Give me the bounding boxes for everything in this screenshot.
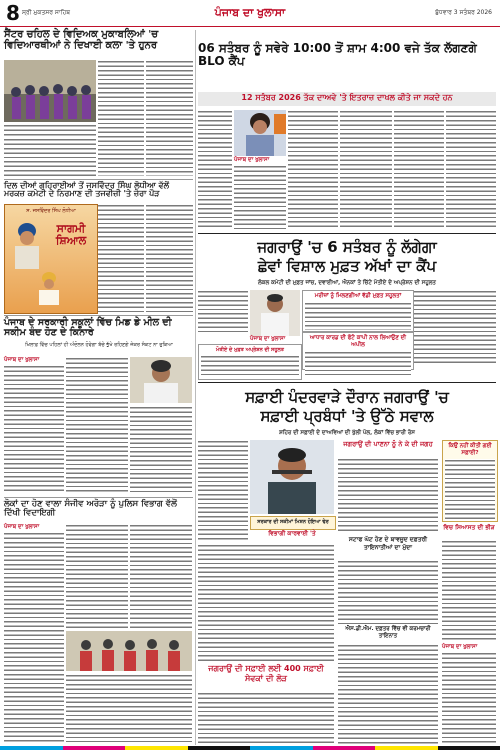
eye-box-1-title: ਮਰੀਜ਼ਾਂ ਨੂੰ ਮਿਲਣਗੀਆਂ ਵੱਡੀ ਮੁਫ਼ਤ ਸਹੂਲਤਾਂ — [314, 293, 402, 299]
article-body — [338, 458, 438, 534]
article-body — [98, 204, 144, 312]
article-body — [198, 110, 232, 230]
clean-box-1 — [250, 516, 336, 530]
teacher-photo — [130, 357, 192, 403]
eye-box-2 — [302, 332, 414, 370]
article-body — [4, 138, 96, 176]
sidebar-question-1 — [442, 440, 498, 522]
clean-box-4-title: ਜਗਰਾਉਂ ਦੀ ਪਾਣਨਾ ਨੂੰ ਨੇ ਕੇ ਦੀ ਜਗਹ — [343, 440, 433, 448]
ad-portrait-small — [35, 269, 63, 305]
byline: ਪੰਜਾਬ ਦਾ ਖੁਲਾਸਾ — [442, 644, 478, 650]
box-body — [305, 351, 411, 375]
sidebar-question-2-title: ਵਿਚ ਸਿਆਸਤ ਦੀ ਭੀੜ — [443, 524, 495, 531]
article-body — [198, 692, 334, 744]
caption-text — [4, 124, 96, 136]
article-body — [446, 110, 496, 230]
ad-title: ਸਾਗਮੀ ਸ਼ਿਆਲ — [55, 222, 87, 247]
clean-box-1-title: ਸਰਕਾਰ ਦੀ ਸਕੀਮਾਂ ਮਿਸ਼ਨ ਹੋਇਆ ਢੇਰ — [257, 519, 329, 525]
article-body — [338, 560, 438, 624]
article-body — [234, 165, 286, 230]
clean-box-4 — [338, 440, 438, 456]
article-body — [288, 110, 338, 230]
clean-box-6-title: ਐਸ.ਡੀ.ਐਮ. ਦਫ਼ਤਰ ਵਿੱਚ ਵੀ ਕਰਮਚਾਰੀ ਤਾਇਨਾਤ — [345, 626, 431, 639]
headline-lodhiya: ਦਿਲ ਦੀਆਂ ਗਹਿਰਾਈਆਂ ਤੋਂ ਜਸਵਿੰਦਰ ਸਿੰਘ ਲੋਧੀਆ ਵੱਲੋਂ ਮਰਕਜ਼ ਕਮੇਟੀ ਦੇ ਨਿਰਮਾਣ ਦੀ ਤਜਵੀਜ਼ੀ 'ਤੇ ਜ਼ੋਰਾ ਪੌੜ — [4, 181, 170, 199]
box-body — [201, 355, 299, 377]
article-body — [146, 60, 193, 176]
issue-date: ਬੁੱਧਵਾਰ 3 ਸਤੰਬਰ 2026 — [435, 9, 492, 16]
eye-box-1 — [302, 290, 414, 332]
ad-portrait — [9, 219, 45, 269]
section-rule — [4, 179, 193, 180]
intro-cleanliness: ਸ਼ਹਿਰ ਦੀ ਸਫ਼ਾਈ ਦੇ ਦਾਅਵਿਆਂ ਦੀ ਖੁੱਲੀ ਪੋਲ, ਲੋਕਾਂ ਵਿੱਚ ਭਾਰੀ ਰੋਸ — [279, 430, 415, 436]
byline: ਪੰਜਾਬ ਦਾ ਖੁਲਾਸਾ — [250, 336, 286, 342]
officer-photo — [234, 110, 286, 156]
headline-eye-camp-1: ਜਗਰਾਉਂ 'ਚ 6 ਸਤੰਬਰ ਨੂੰ ਲੱਗੇਗਾ — [257, 238, 437, 256]
article-body — [66, 524, 128, 628]
headline-eye-camp-2: ਛੇਵਾਂ ਵਿਸ਼ਾਲ ਮੁਫ਼ਤ ਅੱਖਾਂ ਦਾ ਕੈਂਪ — [257, 257, 437, 275]
color-registration-strip — [0, 746, 500, 750]
eye-box-2-title: ਆਧਾਰ ਕਾਰਡ ਦੀ ਫੋਟੋ ਕਾਪੀ ਨਾਲ ਲਿਆਉਣ ਦੀ ਅਪੀਲ — [309, 335, 407, 348]
clean-box-6 — [338, 626, 438, 642]
advertisement-box — [4, 204, 98, 314]
page-number: 8 — [6, 1, 20, 25]
doctor-photo — [250, 290, 300, 336]
article-body — [394, 110, 444, 230]
headline-cleanliness-2: ਸਫ਼ਾਈ ਪ੍ਰਬੰਧਾਂ 'ਤੇ ਉੱਠੇ ਸਵਾਲ — [260, 407, 434, 425]
article-body — [338, 644, 438, 744]
article-body — [130, 406, 192, 493]
clean-box-3 — [198, 664, 334, 690]
section-rule — [198, 233, 496, 234]
farewell-photo — [66, 631, 192, 671]
subheadline-eye-camp: ਲੋਕਲ ਕਮੇਟੀ ਦੀ ਮੁਫ਼ਤ ਜਾਂਚ, ਦਵਾਈਆਂ, ਐਨਕਾਂ ਤੇ ਚਿੱਟੇ ਮੋਤੀਏ ਦੇ ਅਪ੍ਰੇਸ਼ਨ ਦੀ ਸਹੂਲਤ — [258, 280, 436, 286]
headline-cleanliness-1: ਸਫ਼ਾਈ ਪੰਦਰਵਾੜੇ ਦੌਰਾਨ ਜਗਰਾਉਂ 'ਚ — [245, 388, 449, 406]
article-body — [340, 110, 392, 230]
clean-box-5-title: ਸਟਾਫ ਘੱਟ ਹੋਣ ਦੇ ਬਾਵਜੂਦ ਦਫ਼ਤਰੀ ਤਾਇਨਾਤੀਆਂ ਦਾ ਮੁੱਦਾ — [348, 536, 428, 551]
eye-box-3-title: ਮੋਤੀਏ ਦੇ ਮੁਫ਼ਤ ਅਪ੍ਰੇਸ਼ਨ ਦੀ ਸਹੂਲਤ — [216, 347, 284, 353]
subheadline-blo: 12 ਸਤੰਬਰ 2026 ਤੱਕ ਦਾਅਵੇ 'ਤੇ ਇਤਰਾਜ਼ ਦਾਖਲ ਕੀਤੇ ਜਾ ਸਕਦੇ ਹਨ — [241, 93, 453, 102]
clean-box-5 — [338, 536, 438, 558]
headline-mid-day-meal: ਪੰਜਾਬ ਦੇ ਸਰਕਾਰੀ ਸਕੂਲਾਂ ਵਿੱਚ ਮਿਡ ਡੇ ਮੀਲ ਦੀ ਸਕੀਮ ਬੰਦ ਹੋਣ ਦੇ ਕਿਨਾਰੇ — [4, 317, 172, 338]
headline-blo-camps: 06 ਸਤੰਬਰ ਨੂੰ ਸਵੇਰੇ 10:00 ਤੋਂ ਸ਼ਾਮ 4:00 ਵਜੇ ਤੱਕ ਲੱਗਣਗੇ BLO ਕੈਂਪ — [198, 41, 477, 68]
students-group-photo — [4, 60, 96, 122]
masthead-title: ਪੰਜਾਬ ਦਾ ਖੁਲਾਸਾ — [214, 6, 286, 19]
article-body — [4, 532, 64, 742]
article-body — [130, 524, 192, 628]
byline: ਪੰਜਾਬ ਦਾ ਖੁਲਾਸਾ — [4, 357, 40, 363]
byline: ਪੰਜਾਬ ਦਾ ਖੁਲਾਸਾ — [4, 524, 40, 530]
masthead-rule — [0, 26, 500, 27]
article-body — [442, 540, 496, 640]
subheadline-mid-day-meal: ਖ਼ਿਲਾਫ਼ ਵਿੱਚ ਪਹਿਲਾਂ ਹੀ ਅੰਦੋਲਨ ਹੋਵੇਗਾ ਬੱਚੇ ਭੁੱਖੇ ਰਹਿਣਗੇ ਜੇਕਰ ਸੰਕਟ ਨਾ ਰੁਕਿਆ — [25, 342, 173, 348]
article-body — [4, 365, 64, 493]
section-rule — [4, 315, 193, 316]
clean-box-2-title: ਵਿਭਾਗੀ ਕਾਰਵਾਈ 'ਤੇ — [268, 530, 316, 537]
sidebar-question-1-title: ਕਿਉਂ ਨਹੀਂ ਕੀਤੀ ਗਈ ਸਫ਼ਾਈ? — [448, 443, 492, 456]
masthead — [0, 0, 500, 27]
sidebar-question-2 — [442, 524, 496, 538]
byline: ਪੰਜਾਬ ਦਾ ਖੁਲਾਸਾ — [234, 157, 270, 163]
clean-box-3-title: ਜਗਰਾਉਂ ਦੀ ਸਫ਼ਾਈ ਲਈ 400 ਸਫ਼ਾਈ ਸੇਵਕਾਂ ਦੀ ਲੋੜ — [208, 664, 324, 683]
headline-sainter-chahil: ਸੈਂਟਰ ਚਹਿਲ ਦੇ ਵਿਦਿਅਕ ਮੁਕਾਬਲਿਆਂ 'ਚ ਵਿਦਿਆਰਥੀਆਂ ਨੇ ਦਿਖਾਈ ਕਲਾ 'ਤੇ ਹੁਨਰ — [4, 29, 159, 51]
section-rule — [4, 497, 193, 498]
eye-box-3 — [198, 344, 302, 380]
article-body — [146, 204, 193, 312]
official-photo — [250, 440, 334, 514]
clean-box-2 — [250, 530, 334, 542]
article-body — [66, 357, 128, 493]
headline-police-farewell: ਲੋਕਾਂ ਦਾ ਹੋਣ ਵਾਲਾ ਸੰਜੀਵ ਅਰੋੜਾ ਨੂੰ ਪੁਲਿਸ ਵਿਭਾਗ ਵੱਲੋਂ ਦਿੱਖੀ ਵਿਦਾਇਗੀ — [4, 499, 177, 518]
article-body — [198, 544, 334, 662]
article-body — [98, 60, 144, 176]
article-body — [198, 290, 248, 334]
edition-label: ਸ੍ਰੀ ਮੁਕਤਸਰ ਸਾਹਿਬ — [22, 9, 71, 16]
box-body — [305, 302, 411, 330]
article-body — [198, 440, 248, 540]
article-body — [66, 674, 192, 742]
article-body — [442, 652, 496, 744]
section-rule — [198, 382, 496, 383]
article-body — [414, 290, 496, 366]
ad-top-line: ਸ. ਜਸਵਿੰਦਰ ਸਿੰਘ ਲੋਧੀਆ — [26, 208, 76, 214]
column-rule — [195, 30, 196, 745]
box-body — [445, 459, 495, 521]
